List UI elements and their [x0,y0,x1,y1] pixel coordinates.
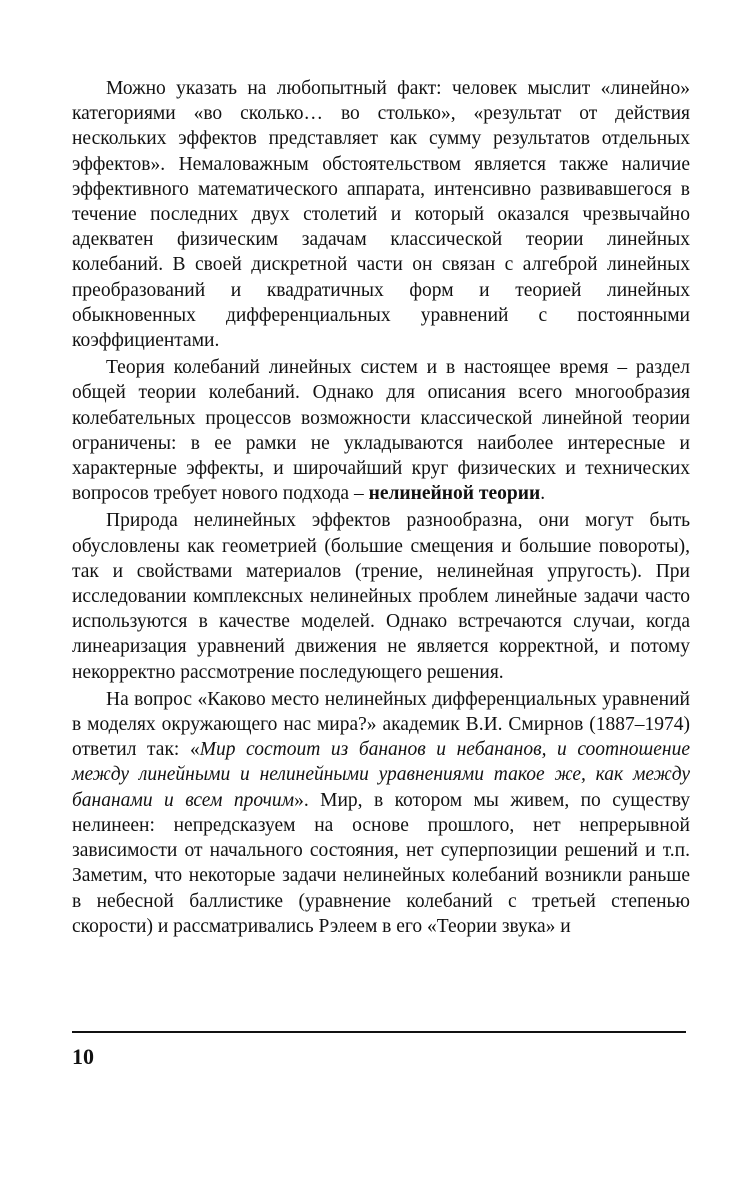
paragraph-linear-theory-end: . [540,483,546,505]
body-text [72,76,690,939]
paragraph-linear-theory-text: Теория колебаний линейных систем и в настоящее время – раздел общей теории колебаний. Однако для описания всего многообразия колебательных процессов возможности классической линейной теории ограничены: в ее рамки не укладываются наиболее интересные и характерные эффекты, и широчайший круг физических и технических вопросов требует нового подхода – [72,357,690,505]
paragraph-smirnov-continuation: ». Мир, в котором мы живем, по существу нелинеен: непредсказуем на основе прошлого, нет непрерывной зависимости от начального состояния, нет суперпозиции решений и т.п. Заметим, что некоторые задачи нелинейных колебаний возникли раньше в небесной баллистике (уравнение колебаний с третьей степенью скорости) и рассматривались Рэлеем в его «Теории звука» и [72,789,690,937]
paragraph-smirnov-quote [72,687,690,939]
paragraph-linear-theory-limits [72,355,690,506]
smirnov-quote: Мир состоит из бананов и небананов, и соотношение между линейными и нелинейными уравнениями такое же, как между бананами и всем прочим [72,739,691,811]
paragraph-smirnov-intro: На вопрос «Каково место нелинейных дифференциальных уравнений в моделях окружающего нас мира?» академик В.И. Смирнов (1887–1974) ответил так: « [72,688,690,761]
term-nonlinear-theory: нелинейной теории [368,483,541,505]
paragraph-nonlinear-nature: Природа нелинейных эффектов разнообразна, они могут быть обусловлены как геометрией (большие смещения и большие повороты), так и свойствами материалов (трение, нелинейная упругость). При исследовании комплексных нелинейных проблем линейные задачи часто используются в качестве моделей. Однако встречаются случаи, когда линеаризация уравнений движения не является корректной, и потому некорректно рассмотрение последующего решения. [72,510,690,683]
footer-divider [72,1031,686,1033]
paragraph-linear-thinking: Можно указать на любопытный факт: человек мыслит «линейно» категориями «во сколько… во столько», «результат от действия нескольких эффектов представляет как сумму результатов отдельных эффектов». Немаловажным обстоятельством является также наличие эффективного математического аппарата, интенсивно развивавшегося в течение последних двух столетий и который оказался чрезвычайно адекватен физическим задачам классической теории линейных колебаний. В своей дискретной части он связан с алгеброй линейных преобразований и квадратичных форм и теорией линейных обыкновенных дифференциальных уравнений с постоянными коэффициентами. [72,78,690,352]
page-number: 10 [72,1044,94,1069]
